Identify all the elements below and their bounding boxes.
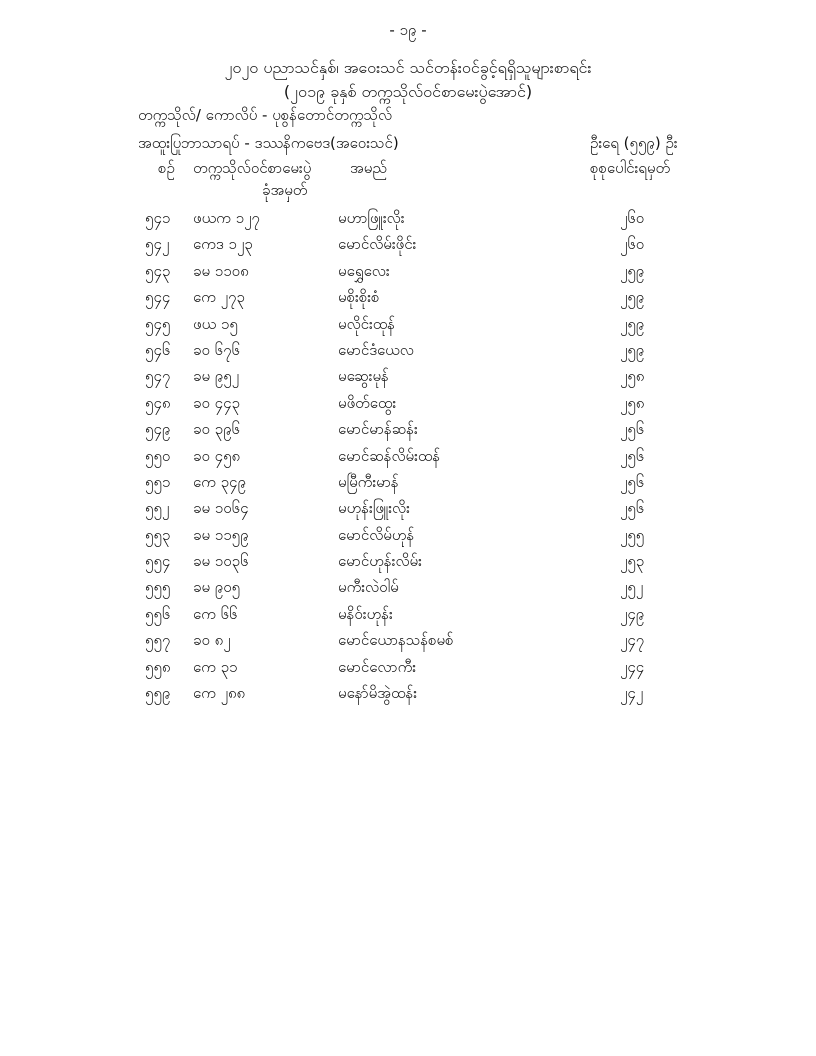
header-roll-sub: ခုံအမှတ် (262, 181, 308, 199)
table-row (0, 657, 816, 683)
student-name: မနိဝ်းဟုန်း (338, 604, 393, 623)
roll-number: ဖယက ၁၂၇ (193, 209, 260, 227)
student-name: မဟုန်းဖြူးလိုး (338, 499, 410, 518)
student-name: မောင်ဒံယေလ (338, 340, 414, 359)
total-marks: ၂၅၉ (620, 261, 645, 280)
total-marks: ၂၅၈ (620, 367, 645, 386)
row-number: ၅၄၁ (145, 209, 171, 227)
table-row (0, 551, 816, 577)
roll-number: ကေဒ ၁၂၃ (193, 235, 253, 254)
subject-label: အထူးပြုဘာသာရပ် - ဒဿနိကဗေဒ(အဝေးသင်) (138, 134, 399, 152)
roll-number: ခမ ၁၁၀၈ (193, 261, 249, 280)
total-marks: ၂၅၃ (620, 552, 645, 571)
total-marks: ၂၅၅ (620, 525, 645, 544)
row-number: ၅၄၆ (145, 340, 171, 359)
roll-number: ခဝ ၆၇၆ (193, 340, 240, 359)
page-title: ၂၀၂၀ ပညာသင်နှစ်၊ အဝေးသင် သင်တန်းဝင်ခွင့်ရရှိသူများစာရင်း (224, 58, 592, 77)
student-name: မစိုးစိုးစံ (338, 288, 380, 307)
row-number: ၅၅၂ (145, 499, 170, 518)
header-no: စဉ် (158, 159, 175, 177)
student-count: ဦးရေ (၅၅၉) ဦး (590, 134, 678, 152)
total-marks: ၂၄၄ (620, 657, 645, 676)
total-marks: ၂၅၉ (620, 340, 645, 359)
student-name: မောင်ယောနသန်စမစ် (338, 631, 454, 650)
student-name: မဆွေးမုန် (338, 367, 389, 386)
header-roll: တက္ကသိုလ်ဝင်စာမေးပွဲ (193, 159, 312, 177)
row-number: ၅၄၃ (145, 261, 171, 280)
university-label: တက္ကသိုလ်/ ကောလိပ် - ပုစွန်တောင်တက္ကသိုလ် (138, 106, 393, 124)
total-marks: ၂၅၈ (620, 393, 645, 412)
header-name: အမည် (350, 159, 387, 177)
row-number: ၅၅၀ (145, 446, 171, 465)
roll-number: ကေ ၆၆ (193, 604, 238, 623)
row-number: ၅၄၉ (145, 420, 171, 439)
student-name: မောင်လိမ်ဟုန် (338, 525, 415, 544)
table-row (0, 340, 816, 366)
roll-number: ခဝ ၄၄၃ (193, 393, 240, 412)
total-marks: ၂၆၀ (620, 209, 645, 227)
row-number: ၅၅၅ (145, 578, 171, 597)
page-subtitle: (၂၀၁၉ ခုနှစ် တက္ကသိုလ်ဝင်စာမေးပွဲအောင်) (283, 82, 533, 101)
student-name: မလိုင်းထုန် (338, 314, 396, 333)
table-row (0, 525, 816, 551)
row-number: ၅၅၁ (145, 472, 171, 491)
roll-number: ခဝ ၈၂ (193, 631, 231, 650)
student-name: မောင်ဟုန်းလိမ်း (338, 552, 422, 571)
row-number: ၅၄၇ (145, 367, 171, 386)
row-number: ၅၅၆ (145, 604, 171, 623)
row-number: ၅၄၄ (145, 288, 171, 307)
row-number: ၅၄၂ (145, 235, 170, 254)
total-marks: ၂၅၂ (620, 578, 644, 597)
roll-number: ခဝ ၄၅၈ (193, 446, 241, 465)
total-marks: ၂၅၆ (620, 446, 645, 465)
table-row (0, 446, 816, 472)
roll-number: ကေ ၃၄၉ (193, 472, 246, 491)
roll-number: ခမ ၁၀၆၄ (193, 499, 249, 518)
table-row (0, 393, 816, 419)
total-marks: ၂၅၆ (620, 472, 645, 491)
row-number: ၅၅၄ (145, 552, 171, 571)
table-row (0, 234, 816, 260)
page-number: - ၁၉ - (389, 21, 427, 39)
table-row (0, 287, 816, 313)
row-number: ၅၄၈ (145, 393, 171, 412)
table-row (0, 630, 816, 656)
table-row (0, 208, 816, 234)
table-row (0, 366, 816, 392)
student-name: မရွှေလေး (338, 261, 390, 280)
student-name: မဖိတ်ထွေး (338, 393, 397, 412)
total-marks: ၂၆၀ (620, 235, 645, 254)
row-number: ၅၅၃ (145, 525, 171, 544)
table-row (0, 472, 816, 498)
table-row (0, 314, 816, 340)
table-row (0, 577, 816, 603)
total-marks: ၂၅၉ (620, 288, 645, 307)
table-row (0, 261, 816, 287)
table-row (0, 683, 816, 709)
total-marks: ၂၄၇ (620, 631, 645, 650)
table-row (0, 498, 816, 524)
table-row (0, 604, 816, 630)
student-name: မောင်လောကီး (338, 657, 417, 676)
roll-number: ကေ ၃၁ (193, 657, 238, 676)
row-number: ၅၅၉ (145, 684, 171, 703)
roll-number: ခမ ၁၀၃၆ (193, 552, 249, 571)
header-marks: စုစုပေါင်းရမှတ် (590, 159, 671, 177)
roll-number: ခမ ၉၅၂ (193, 367, 240, 386)
student-name: မနော်မိအွဲထန်း (338, 684, 418, 703)
roll-number: ခမ ၁၁၅၉ (193, 525, 249, 544)
student-name: မောင်လိမ်းဖိုင်း (338, 235, 417, 254)
total-marks: ၂၅၆ (620, 420, 645, 439)
total-marks: ၂၅၉ (620, 314, 645, 333)
student-name: မမြီကီးမာန် (338, 472, 399, 491)
student-list (0, 208, 816, 709)
roll-number: ခဝ ၃၉၆ (193, 420, 240, 439)
roll-number: ဖယ ၁၅ (193, 314, 238, 333)
student-name: မောင်မာန်ဆန်း (338, 420, 418, 439)
roll-number: ကေ ၂၇၃ (193, 288, 245, 307)
student-name: မောင်ဆန်လိမ်းထန် (338, 446, 441, 465)
roll-number: ခမ ၉၀၅ (193, 578, 241, 597)
table-row (0, 419, 816, 445)
row-number: ၅၄၅ (145, 314, 171, 333)
row-number: ၅၅၇ (145, 631, 171, 650)
total-marks: ၂၅၆ (620, 499, 645, 518)
total-marks: ၂၄၉ (620, 604, 645, 623)
row-number: ၅၅၈ (145, 657, 171, 676)
roll-number: ကေ ၂၈၈ (193, 684, 246, 703)
student-name: မကီးလဲဝါမ် (338, 578, 399, 597)
total-marks: ၂၄၂ (620, 684, 644, 703)
student-name: မဟာဖြူးလိုး (338, 209, 405, 227)
